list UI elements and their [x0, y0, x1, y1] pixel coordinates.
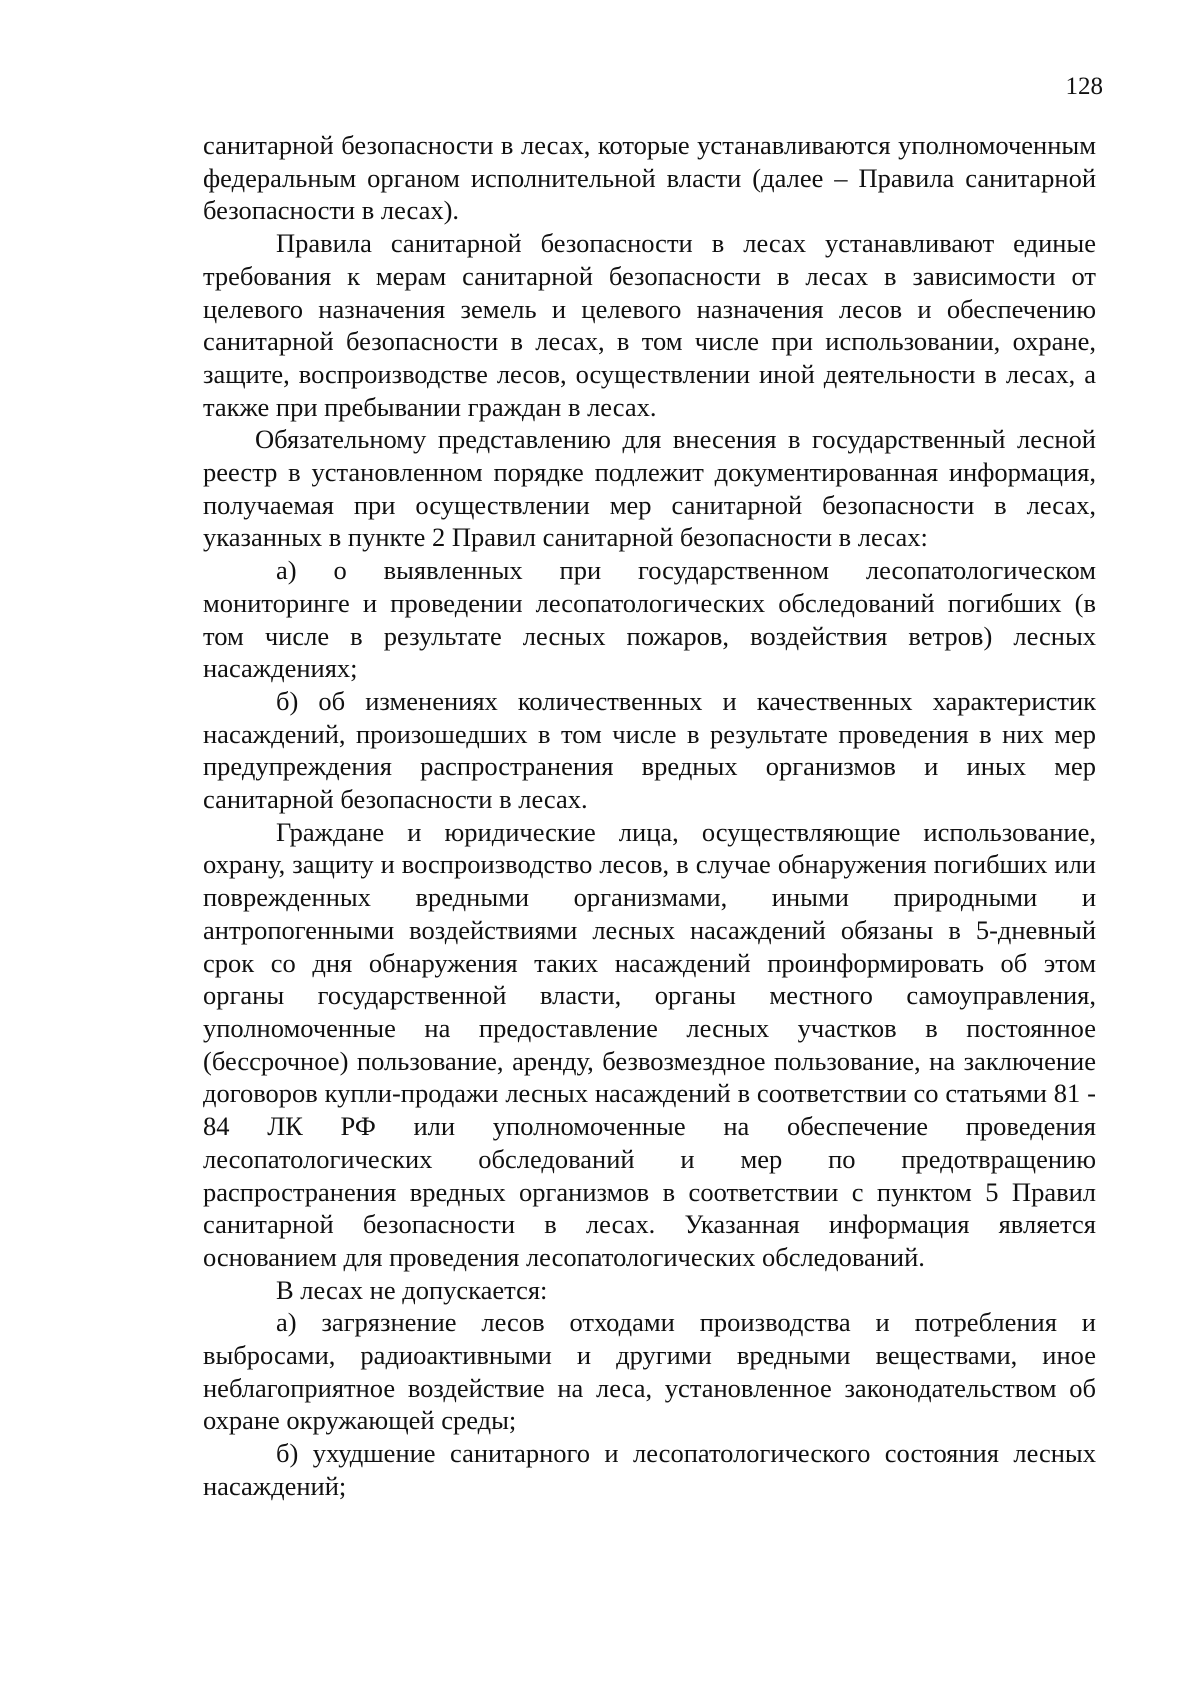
paragraph-continuation: санитарной безопасности в лесах, которые устанавливаются уполномоченным федеральным органом исполнительной власти (далее – Правила санитарной безопасности в лесах).: [203, 130, 1096, 226]
paragraph-citizens-obligations: Граждане и юридические лица, осуществляющие использование, охрану, защиту и воспроизводство лесов, в случае обнаружения погибших или поврежденных вредными организмами, иными природными и антропогенными воздействиями лесных насаждений обязаны в 5-дневный срок со дня обнаружения таких насаждений проинформировать об этом органы государственной власти, органы местного самоуправления, уполномоченные на предоставление лесных участков в постоянное (бессрочное) пользование, аренду, безвозмездное пользование, на заключение договоров купли-продажи лесных насаждений в соответствии со статьями 81 - 84 ЛК РФ или уполномоченные на обеспечение проведения лесопатологических обследований и мер по предотвращению распространения вредных организмов в соответствии с пунктом 5 Правил санитарной безопасности в лесах. Указанная информация является основанием для проведения лесопатологических обследований.: [203, 816, 1096, 1272]
prohibition-item-b: б) ухудшение санитарного и лесопатологического состояния лесных насаждений;: [203, 1438, 1096, 1501]
paragraph-mandatory-submission: Обязательному представлению для внесения в государственный лесной реестр в установленном порядке подлежит документированная информация, получаемая при осуществлении мер санитарной безопасности в лесах, указанных в пункте 2 Правил санитарной безопасности в лесах:: [203, 424, 1096, 553]
document-body: [203, 129, 1096, 1503]
list-item-a: а) о выявленных при государственном лесопатологическом мониторинге и проведении лесопатологических обследований погибших (в том числе в результате лесных пожаров, воздействия ветров) лесных насаждениях;: [203, 555, 1096, 684]
page-number: 128: [1065, 73, 1103, 100]
prohibition-item-a: а) загрязнение лесов отходами производства и потребления и выбросами, радиоактивными и другими вредными веществами, иное неблагоприятное воздействие на леса, установленное законодательством об охране окружающей среды;: [203, 1307, 1096, 1436]
paragraph-prohibitions-intro: В лесах не допускается:: [276, 1274, 548, 1305]
list-item-b: б) об изменениях количественных и качественных характеристик насаждений, произошедших в том числе в результате проведения в них мер предупреждения распространения вредных организмов и иных мер санитарной безопасности в лесах.: [203, 685, 1096, 815]
paragraph-rules-definition: Правила санитарной безопасности в лесах устанавливают единые требования к мерам санитарной безопасности в лесах в зависимости от целевого назначения земель и целевого назначения лесов и обеспечению санитарной безопасности в лесах, в том числе при использовании, охране, защите, воспроизводстве лесов, осуществлении иной деятельности в лесах, а также при пребывании граждан в лесах.: [203, 228, 1096, 422]
